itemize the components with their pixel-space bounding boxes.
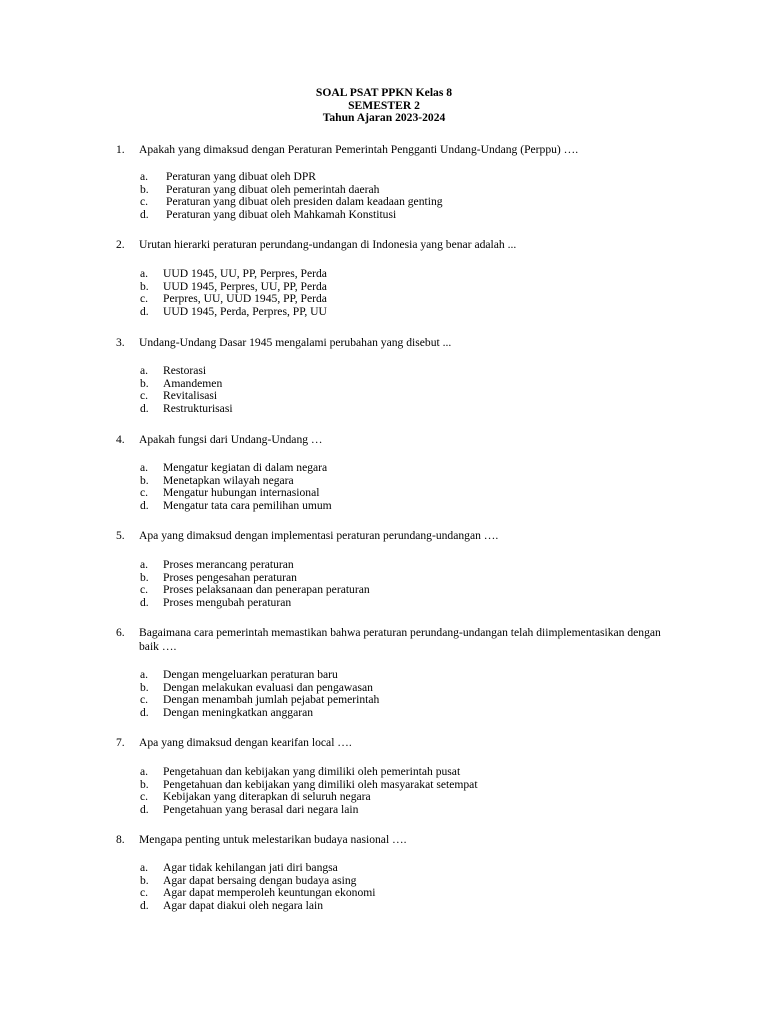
- option-b: [0, 572, 768, 585]
- option-a: [0, 268, 768, 281]
- option-letter: c.: [140, 583, 149, 597]
- option-letter: c.: [140, 389, 149, 403]
- document-header: [0, 87, 768, 125]
- option-b: [0, 378, 768, 391]
- option-text: Agar tidak kehilangan jati diri bangsa: [163, 861, 338, 874]
- option-text: Agar dapat diakui oleh negara lain: [163, 898, 323, 912]
- option-a: [0, 669, 768, 682]
- option-letter: a.: [140, 461, 149, 474]
- option-text: Agar dapat bersaing dengan budaya asing: [163, 873, 357, 887]
- option-letter: d.: [140, 401, 149, 415]
- option-text: Dengan melakukan evaluasi dan pengawasan: [163, 680, 373, 694]
- option-text: UUD 1945, Perpres, UU, PP, Perda: [163, 279, 327, 293]
- option-text: Revitalisasi: [163, 389, 218, 403]
- header-title: SOAL PSAT PPKN Kelas 8: [315, 86, 453, 99]
- question-text: Apakah fungsi dari Undang-Undang …: [139, 433, 323, 446]
- option-letter: d.: [140, 207, 149, 221]
- option-text: Peraturan yang dibuat oleh Mahkamah Konstitusi: [166, 207, 397, 221]
- option-text: Mengatur tata cara pemilihan umum: [163, 498, 332, 512]
- question-text: Undang-Undang Dasar 1945 mengalami perubahan yang disebut ...: [139, 336, 452, 349]
- option-letter: c.: [140, 790, 149, 804]
- option-c: [0, 487, 768, 500]
- option-letter: c.: [140, 886, 149, 900]
- question-number: 4.: [116, 433, 125, 446]
- options-3: [0, 365, 768, 415]
- options-2: [0, 268, 768, 318]
- option-letter: b.: [140, 570, 149, 584]
- option-c: [0, 293, 768, 306]
- option-letter: a.: [140, 765, 149, 778]
- option-c: [0, 887, 768, 900]
- option-d: [0, 597, 768, 610]
- option-text: Restorasi: [163, 364, 207, 377]
- option-text: Peraturan yang dibuat oleh DPR: [166, 170, 317, 183]
- option-text: Pengetahuan dan kebijakan yang dimiliki oleh masyarakat setempat: [163, 777, 478, 791]
- option-letter: c.: [140, 292, 149, 306]
- option-a: [0, 462, 768, 475]
- option-a: [0, 862, 768, 875]
- option-letter: b.: [140, 473, 149, 487]
- option-text: Menetapkan wilayah negara: [163, 473, 294, 487]
- option-text: Peraturan yang dibuat oleh pemerintah daerah: [166, 182, 380, 196]
- option-letter: c.: [140, 486, 149, 500]
- option-d: [0, 403, 768, 416]
- option-letter: b.: [140, 376, 149, 390]
- option-text: Dengan meningkatkan anggaran: [163, 705, 314, 719]
- option-text: Agar dapat memperoleh keuntungan ekonomi: [163, 886, 376, 900]
- option-letter: b.: [140, 777, 149, 791]
- options-4: [0, 462, 768, 512]
- question-number: 1.: [116, 143, 125, 156]
- option-text: Amandemen: [163, 376, 223, 390]
- header-semester: SEMESTER 2: [348, 98, 420, 112]
- option-text: Pengetahuan dan kebijakan yang dimiliki oleh pemerintah pusat: [163, 765, 461, 778]
- option-text: Pengetahuan yang berasal dari negara lain: [163, 802, 359, 816]
- option-text: Kebijakan yang diterapkan di seluruh negara: [163, 790, 371, 804]
- question-text: Apa yang dimaksud dengan implementasi peraturan perundang-undangan ….: [139, 529, 499, 542]
- option-letter: b.: [140, 279, 149, 293]
- option-b: [0, 682, 768, 695]
- question-text: Apa yang dimaksud dengan kearifan local ….: [139, 736, 352, 749]
- option-letter: a.: [140, 558, 149, 571]
- option-c: [0, 584, 768, 597]
- option-c: [0, 390, 768, 403]
- option-letter: d.: [140, 595, 149, 609]
- option-text: Proses pelaksanaan dan penerapan peraturan: [163, 583, 370, 597]
- option-a: [0, 559, 768, 572]
- option-text: Mengatur kegiatan di dalam negara: [163, 461, 328, 474]
- question-number: 8.: [116, 833, 125, 846]
- option-letter: a.: [140, 668, 149, 681]
- option-letter: c.: [140, 693, 149, 707]
- option-d: [0, 306, 768, 319]
- option-letter: d.: [140, 705, 149, 719]
- option-text: Dengan menambah jumlah pejabat pemerintah: [163, 693, 380, 707]
- option-d: [0, 804, 768, 817]
- option-a: [0, 365, 768, 378]
- options-8: [0, 862, 768, 912]
- option-text: UUD 1945, UU, PP, Perpres, Perda: [163, 267, 327, 280]
- question-text: Mengapa penting untuk melestarikan budaya nasional ….: [139, 833, 407, 846]
- question-text: Bagaimana cara pemerintah memastikan bahwa peraturan perundang-undangan telah diimplementasikan dengan baik ….: [139, 626, 661, 653]
- options-7: [0, 766, 768, 816]
- option-b: [0, 779, 768, 792]
- question-number: 7.: [116, 736, 125, 749]
- option-letter: a.: [140, 267, 149, 280]
- option-letter: a.: [140, 170, 149, 183]
- question-number: 3.: [116, 336, 125, 349]
- option-b: [0, 875, 768, 888]
- option-c: [0, 694, 768, 707]
- question-number: 5.: [116, 529, 125, 542]
- option-text: Proses merancang peraturan: [163, 558, 294, 571]
- option-letter: a.: [140, 861, 149, 874]
- option-text: Peraturan yang dibuat oleh presiden dalam keadaan genting: [166, 195, 443, 209]
- option-letter: a.: [140, 364, 149, 377]
- option-letter: d.: [140, 304, 149, 318]
- option-letter: d.: [140, 802, 149, 816]
- option-letter: b.: [140, 182, 149, 196]
- option-letter: b.: [140, 680, 149, 694]
- option-letter: b.: [140, 873, 149, 887]
- option-text: Proses mengubah peraturan: [163, 595, 292, 609]
- question-number: 6.: [116, 626, 125, 639]
- options-5: [0, 559, 768, 609]
- option-d: [0, 707, 768, 720]
- question-text: Urutan hierarki peraturan perundang-undangan di Indonesia yang benar adalah ...: [139, 238, 517, 251]
- option-b: [0, 475, 768, 488]
- option-c: [0, 791, 768, 804]
- header-school-year: Tahun Ajaran 2023-2024: [322, 111, 446, 124]
- option-d: [0, 209, 768, 222]
- option-b: [0, 281, 768, 294]
- option-text: Mengatur hubungan internasional: [163, 486, 320, 500]
- option-text: Dengan mengeluarkan peraturan baru: [163, 668, 338, 681]
- option-text: Restrukturisasi: [163, 401, 233, 415]
- options-1: [0, 171, 768, 221]
- options-6: [0, 669, 768, 719]
- option-a: [0, 171, 768, 184]
- option-text: UUD 1945, Perda, Perpres, PP, UU: [163, 304, 327, 318]
- option-a: [0, 766, 768, 779]
- option-d: [0, 900, 768, 913]
- option-letter: d.: [140, 498, 149, 512]
- option-c: [0, 196, 768, 209]
- option-letter: c.: [140, 195, 149, 209]
- option-text: Perpres, UU, UUD 1945, PP, Perda: [163, 292, 327, 306]
- option-text: Proses pengesahan peraturan: [163, 570, 297, 584]
- question-text: Apakah yang dimaksud dengan Peraturan Pemerintah Pengganti Undang-Undang (Perppu) ….: [139, 143, 579, 156]
- option-d: [0, 500, 768, 513]
- question-number: 2.: [116, 238, 125, 251]
- option-letter: d.: [140, 898, 149, 912]
